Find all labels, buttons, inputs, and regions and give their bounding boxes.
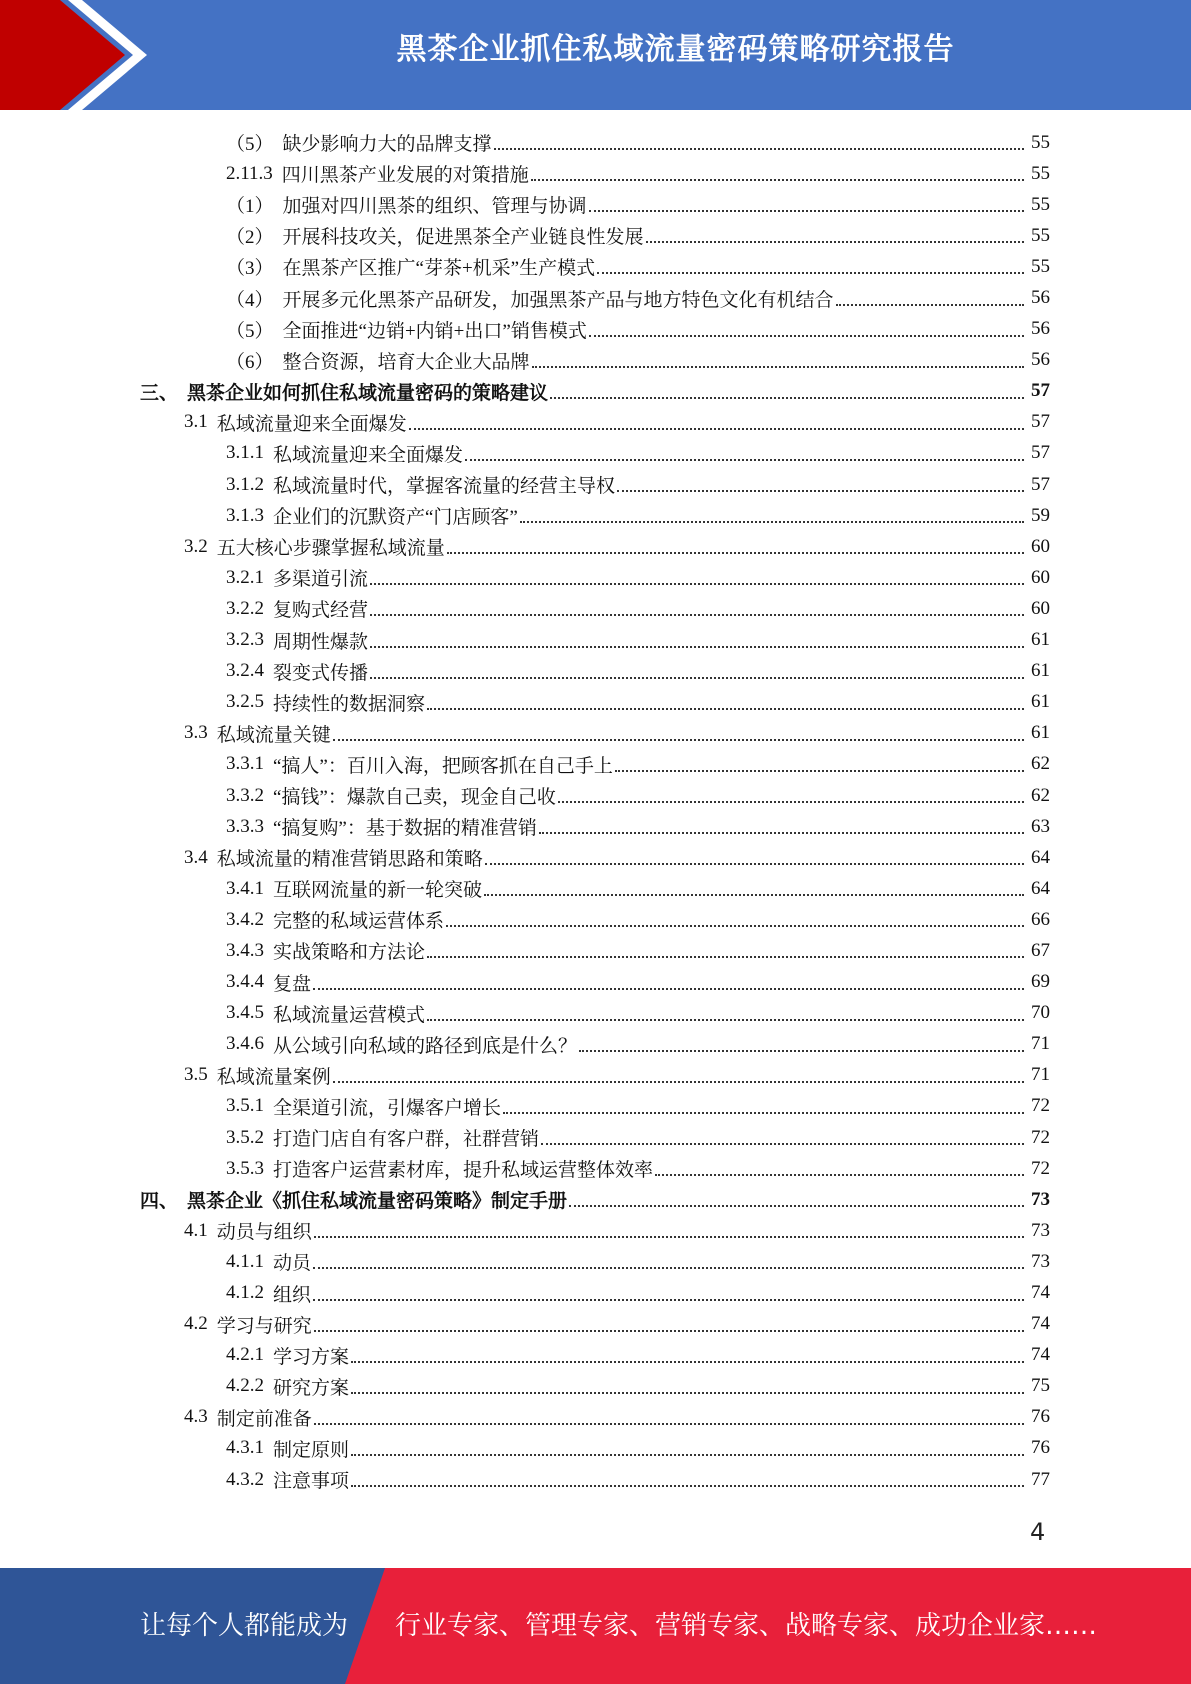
toc-entry[interactable] [140, 1402, 1050, 1433]
toc-entry-title: 全面推进“边销+内销+出口”销售模式 [282, 320, 587, 342]
toc-entry[interactable] [140, 780, 1050, 811]
toc-entry-title: 完整的私域运营体系 [273, 911, 445, 933]
toc-entry-page: 61 [1031, 722, 1050, 744]
toc-entry[interactable] [140, 531, 1050, 562]
toc-entry-number: 3.3.3 [226, 815, 264, 837]
toc-entry-number: 4.3.2 [226, 1468, 264, 1490]
toc-entry-number: 3.5 [184, 1064, 208, 1086]
toc-entry[interactable] [140, 904, 1050, 935]
toc-entry-title: 动员 [273, 1253, 312, 1275]
toc-entry-title: “搞钱”：爆款自己卖，现金自己收 [273, 787, 556, 809]
toc-entry-title: 私域流量关键 [216, 724, 331, 746]
toc-entry-page: 70 [1031, 1002, 1050, 1024]
toc-entry-page: 59 [1031, 504, 1050, 526]
toc-entry-page: 73 [1031, 1219, 1050, 1241]
toc-leader-dots [655, 1173, 1024, 1176]
toc-entry-page: 57 [1031, 380, 1050, 402]
toc-leader-dots [333, 738, 1024, 741]
toc-entry-number: （3） [226, 258, 274, 280]
toc-leader-dots [550, 396, 1024, 399]
toc-leader-dots [313, 1266, 1024, 1269]
page-number: 4 [1030, 1518, 1046, 1546]
toc-entry[interactable] [140, 158, 1050, 189]
toc-entry-page: 76 [1031, 1437, 1050, 1459]
toc-leader-dots [539, 831, 1024, 834]
toc-leader-dots [351, 1453, 1024, 1456]
toc-entry-title: 私域流量的精准营销思路和策略 [216, 849, 483, 871]
toc-leader-dots [313, 1298, 1024, 1301]
toc-entry-page: 77 [1031, 1468, 1050, 1490]
toc-entry[interactable] [140, 220, 1050, 251]
toc-entry-page: 71 [1031, 1064, 1050, 1086]
toc-entry-title: 打造门店自有客户群，社群营销 [273, 1129, 540, 1151]
toc-entry[interactable] [140, 1433, 1050, 1464]
toc-entry-number: 3.4.3 [226, 939, 264, 961]
toc-entry[interactable] [140, 842, 1050, 873]
toc-entry-title: 注意事项 [273, 1471, 350, 1493]
toc-entry[interactable] [140, 998, 1050, 1029]
toc-entry-title: 私域流量迎来全面爆发 [216, 413, 407, 435]
toc-entry[interactable] [140, 718, 1050, 749]
toc-entry-number: 3.4.1 [226, 877, 264, 899]
toc-entry-number: （1） [226, 196, 274, 218]
toc-leader-dots [615, 769, 1024, 772]
toc-entry[interactable] [140, 469, 1050, 500]
toc-entry-page: 60 [1031, 597, 1050, 619]
toc-entry-number: 3.3 [184, 722, 208, 744]
toc-leader-dots [314, 1329, 1024, 1332]
toc-entry-number: 4.3 [184, 1406, 208, 1428]
toc-entry-number: 4.2.1 [226, 1344, 264, 1366]
toc-entry-number: （5） [226, 134, 274, 156]
toc-leader-dots [351, 1484, 1024, 1487]
toc-entry-number: 三、 [140, 382, 179, 404]
footer-slogan-right: 行业专家、管理专家、营销专家、战略专家、成功企业家…… [395, 1611, 1098, 1641]
toc-entry-number: 4.1.2 [226, 1282, 264, 1304]
toc-entry-number: 4.2.2 [226, 1375, 264, 1397]
toc-entry[interactable] [140, 811, 1050, 842]
toc-entry-page: 74 [1031, 1344, 1050, 1366]
toc-entry-title: 开展多元化黑茶产品研发，加强黑茶产品与地方特色文化有机结合 [282, 289, 834, 311]
toc-entry-title: “搞复购”：基于数据的精准营销 [273, 818, 537, 840]
toc-entry[interactable] [140, 438, 1050, 469]
toc-entry-number: 3.5.2 [226, 1126, 264, 1148]
toc-entry[interactable] [140, 376, 1050, 407]
toc-entry-title: 打造客户运营素材库，提升私域运营整体效率 [273, 1160, 654, 1182]
toc-entry-number: 3.2 [184, 535, 208, 557]
toc-entry-number: 3.2.5 [226, 691, 264, 713]
toc-entry-number: 3.5.1 [226, 1095, 264, 1117]
toc-entry-number: 3.1.2 [226, 473, 264, 495]
toc-leader-dots [836, 303, 1024, 306]
toc-entry-title: 私域流量迎来全面爆发 [273, 444, 464, 466]
toc-entry[interactable] [140, 562, 1050, 593]
toc-entry-page: 72 [1031, 1157, 1050, 1179]
toc-leader-dots [446, 924, 1024, 927]
toc-entry[interactable] [140, 500, 1050, 531]
toc-entry[interactable] [140, 1060, 1050, 1091]
toc-entry-page: 63 [1031, 815, 1050, 837]
toc-entry-title: 私域流量时代，掌握客流量的经营主导权 [273, 476, 616, 498]
toc-entry-page: 56 [1031, 318, 1050, 340]
toc-entry-page: 61 [1031, 660, 1050, 682]
toc-leader-dots [333, 1080, 1024, 1083]
toc-entry-page: 71 [1031, 1033, 1050, 1055]
toc-entry[interactable] [140, 189, 1050, 220]
toc-entry[interactable] [140, 967, 1050, 998]
toc-entry[interactable] [140, 1277, 1050, 1308]
toc-entry-title: 整合资源，培育大企业大品牌 [282, 351, 530, 373]
toc-entry-title: 黑茶企业如何抓住私域流量密码的策略建议 [187, 382, 549, 404]
page-header [0, 0, 1191, 110]
toc-entry[interactable] [140, 749, 1050, 780]
toc-leader-dots [465, 458, 1024, 461]
toc-entry-title: 复购式经营 [273, 600, 369, 622]
toc-entry-title: 动员与组织 [216, 1222, 312, 1244]
toc-entry-number: 3.2.3 [226, 629, 264, 651]
toc-entry-page: 69 [1031, 971, 1050, 993]
toc-entry-number: （2） [226, 227, 274, 249]
toc-leader-dots [646, 240, 1024, 243]
toc-entry-page: 55 [1031, 162, 1050, 184]
toc-entry[interactable] [140, 1215, 1050, 1246]
toc-entry[interactable] [140, 345, 1050, 376]
toc-entry[interactable] [140, 251, 1050, 282]
toc-entry[interactable] [140, 1246, 1050, 1277]
toc-leader-dots [531, 178, 1024, 181]
toc-entry-title: 加强对四川黑茶的组织、管理与协调 [282, 196, 587, 218]
toc-entry-page: 61 [1031, 629, 1050, 651]
toc-entry-page: 74 [1031, 1313, 1050, 1335]
toc-leader-dots [503, 1111, 1024, 1114]
toc-entry[interactable] [140, 314, 1050, 345]
toc-entry-title: 在黑茶产区推广“芽茶+机采”生产模式 [282, 258, 596, 280]
toc-entry-title: 私域流量运营模式 [273, 1004, 426, 1026]
toc-entry[interactable] [140, 873, 1050, 904]
toc-leader-dots [589, 334, 1024, 337]
toc-entry[interactable] [140, 1309, 1050, 1340]
toc-entry-page: 57 [1031, 442, 1050, 464]
toc-entry-title: 制定原则 [273, 1439, 350, 1461]
toc-entry-page: 73 [1031, 1250, 1050, 1272]
toc-entry-number: 3.5.3 [226, 1157, 264, 1179]
toc-entry-number: 3.1.3 [226, 504, 264, 526]
toc-entry-title: 企业们的沉默资产“门店顾客” [273, 507, 518, 529]
toc-entry[interactable] [140, 1184, 1050, 1215]
toc-entry-title: 周期性爆款 [273, 631, 369, 653]
toc-entry[interactable] [140, 625, 1050, 656]
toc-entry-number: 3.2.4 [226, 660, 264, 682]
toc-leader-dots [427, 707, 1024, 710]
toc-leader-dots [579, 1049, 1024, 1052]
toc-entry[interactable] [140, 1371, 1050, 1402]
toc-entry[interactable] [140, 1029, 1050, 1060]
toc-leader-dots [617, 489, 1024, 492]
toc-entry-page: 57 [1031, 473, 1050, 495]
toc-entry-page: 55 [1031, 224, 1050, 246]
toc-entry-number: 3.2.1 [226, 566, 264, 588]
toc-entry-page: 60 [1031, 566, 1050, 588]
footer-slogan-left: 让每个人都能成为 [140, 1611, 349, 1641]
toc-leader-dots [520, 520, 1024, 523]
toc-leader-dots [427, 1018, 1024, 1021]
toc-entry-number: 3.4 [184, 846, 208, 868]
chevron-arrow-icon [0, 0, 160, 110]
toc-entry-title: 实战策略和方法论 [273, 942, 426, 964]
toc-entry-title: “搞人”：百川入海，把顾客抓在自己手上 [273, 755, 613, 777]
toc-entry[interactable] [140, 1464, 1050, 1495]
toc-entry[interactable] [140, 127, 1050, 158]
toc-entry-page: 56 [1031, 287, 1050, 309]
toc-leader-dots [409, 427, 1024, 430]
toc-leader-dots [370, 645, 1024, 648]
toc-leader-dots [589, 209, 1024, 212]
toc-entry-title: 开展科技攻关，促进黑茶全产业链良性发展 [282, 227, 644, 249]
toc-entry-number: 3.4.6 [226, 1033, 264, 1055]
toc-entry-page: 64 [1031, 877, 1050, 899]
toc-entry-number: 2.11.3 [226, 162, 273, 184]
toc-entry-number: 3.1.1 [226, 442, 264, 464]
toc-entry[interactable] [140, 1091, 1050, 1122]
toc-leader-dots [447, 551, 1024, 554]
toc-leader-dots [370, 582, 1024, 585]
toc-leader-dots [370, 613, 1024, 616]
table-of-contents [140, 127, 1050, 1495]
toc-entry-page: 57 [1031, 411, 1050, 433]
toc-entry-page: 72 [1031, 1126, 1050, 1148]
toc-entry-number: （6） [226, 351, 274, 373]
toc-entry-page: 72 [1031, 1095, 1050, 1117]
toc-entry-number: 四、 [140, 1191, 179, 1213]
toc-entry-page: 73 [1031, 1188, 1050, 1210]
toc-leader-dots [597, 271, 1024, 274]
toc-entry-title: 研究方案 [273, 1377, 350, 1399]
toc-entry-page: 62 [1031, 753, 1050, 775]
toc-entry[interactable] [140, 593, 1050, 624]
toc-entry-title: 持续性的数据洞察 [273, 693, 426, 715]
toc-leader-dots [313, 987, 1024, 990]
toc-entry-page: 67 [1031, 939, 1050, 961]
toc-entry[interactable] [140, 282, 1050, 313]
toc-entry-title: 制定前准备 [216, 1408, 312, 1430]
toc-entry-number: 3.3.2 [226, 784, 264, 806]
toc-entry-title: 学习与研究 [216, 1315, 312, 1337]
toc-entry-title: 裂变式传播 [273, 662, 369, 684]
toc-leader-dots [569, 1204, 1024, 1207]
toc-entry-number: （4） [226, 289, 274, 311]
toc-entry-title: 多渠道引流 [273, 569, 369, 591]
toc-entry-title: 五大核心步骤掌握私域流量 [216, 538, 445, 560]
toc-entry-page: 64 [1031, 846, 1050, 868]
toc-leader-dots [351, 1391, 1024, 1394]
toc-leader-dots [314, 1422, 1024, 1425]
toc-entry-number: 4.3.1 [226, 1437, 264, 1459]
toc-leader-dots [351, 1360, 1024, 1363]
toc-entry[interactable] [140, 1122, 1050, 1153]
toc-entry-number: 3.3.1 [226, 753, 264, 775]
toc-leader-dots [532, 365, 1024, 368]
toc-leader-dots [558, 800, 1024, 803]
toc-entry-title: 从公域引向私域的路径到底是什么？ [273, 1035, 578, 1057]
toc-leader-dots [541, 1142, 1024, 1145]
toc-entry-number: 3.4.4 [226, 971, 264, 993]
toc-entry-number: 3.1 [184, 411, 208, 433]
toc-entry-page: 62 [1031, 784, 1050, 806]
toc-leader-dots [370, 676, 1024, 679]
toc-entry[interactable] [140, 687, 1050, 718]
toc-entry-page: 56 [1031, 349, 1050, 371]
toc-entry-title: 全渠道引流，引爆客户增长 [273, 1097, 502, 1119]
toc-entry-title: 私域流量案例 [216, 1066, 331, 1088]
toc-entry-number: 4.1 [184, 1219, 208, 1241]
toc-entry-number: （5） [226, 320, 274, 342]
toc-entry-number: 4.1.1 [226, 1250, 264, 1272]
toc-leader-dots [314, 1235, 1024, 1238]
toc-entry-page: 75 [1031, 1375, 1050, 1397]
toc-entry-title: 组织 [273, 1284, 312, 1306]
toc-entry-page: 74 [1031, 1282, 1050, 1304]
toc-entry-title: 四川黑茶产业发展的对策措施 [281, 165, 529, 187]
toc-entry-title: 缺少影响力大的品牌支撑 [282, 134, 492, 156]
toc-leader-dots [427, 955, 1024, 958]
toc-entry-number: 3.4.5 [226, 1002, 264, 1024]
toc-entry[interactable] [140, 407, 1050, 438]
toc-entry[interactable] [140, 1340, 1050, 1371]
toc-entry-number: 4.2 [184, 1313, 208, 1335]
toc-entry-page: 55 [1031, 131, 1050, 153]
toc-entry-page: 66 [1031, 908, 1050, 930]
toc-entry-number: 3.4.2 [226, 908, 264, 930]
toc-entry[interactable] [140, 935, 1050, 966]
toc-entry-title: 学习方案 [273, 1346, 350, 1368]
toc-leader-dots [484, 893, 1024, 896]
toc-entry-title: 复盘 [273, 973, 312, 995]
toc-entry-title: 黑茶企业《抓住私域流量密码策略》制定手册 [187, 1191, 568, 1213]
toc-leader-dots [494, 147, 1024, 150]
page-footer [0, 1568, 1191, 1684]
toc-entry-page: 55 [1031, 193, 1050, 215]
toc-entry-number: 3.2.2 [226, 597, 264, 619]
toc-entry[interactable] [140, 1153, 1050, 1184]
toc-leader-dots [485, 862, 1024, 865]
document-title: 黑茶企业抓住私域流量密码策略研究报告 [396, 32, 955, 67]
toc-entry-page: 60 [1031, 535, 1050, 557]
toc-entry-title: 互联网流量的新一轮突破 [273, 880, 483, 902]
toc-entry-page: 61 [1031, 691, 1050, 713]
toc-entry[interactable] [140, 656, 1050, 687]
toc-entry-page: 55 [1031, 255, 1050, 277]
toc-entry-page: 76 [1031, 1406, 1050, 1428]
